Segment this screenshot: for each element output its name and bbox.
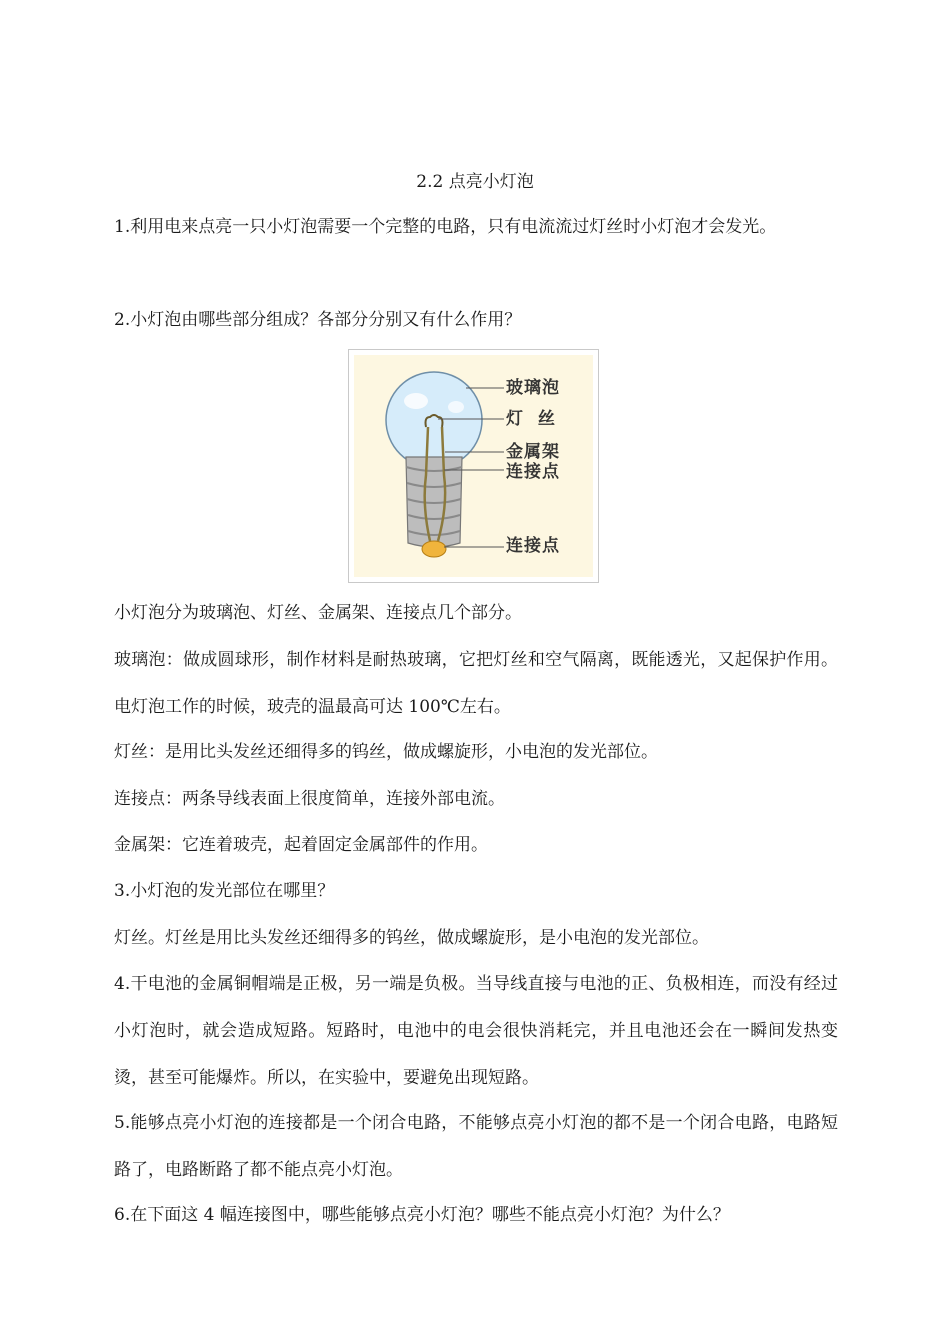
paragraph-12: 6.在下面这 4 幅连接图中，哪些能够点亮小灯泡？哪些不能点亮小灯泡？为什么？ bbox=[114, 1205, 730, 1225]
paragraph-3: 小灯泡分为玻璃泡、灯丝、金属架、连接点几个部分。 bbox=[114, 603, 522, 623]
label-filament: 灯 丝 bbox=[506, 409, 556, 429]
light-bulb-diagram bbox=[348, 349, 599, 583]
label-contact-lower: 连接点 bbox=[506, 536, 560, 556]
label-glass-bulb: 玻璃泡 bbox=[506, 378, 560, 398]
label-contact-upper: 连接点 bbox=[506, 462, 560, 482]
paragraph-5: 灯丝：是用比头发丝还细得多的钨丝，做成螺旋形，小电泡的发光部位。 bbox=[114, 742, 658, 762]
document-title: 2.2 点亮小灯泡 bbox=[416, 172, 534, 192]
paragraph-10: 4.干电池的金属铜帽端是正极，另一端是负极。当导线直接与电池的正、负极相连，而没有经过小灯泡时，就会造成短路。短路时，电池中的电会很快消耗完，并且电池还会在一瞬间发热变烫，甚至可能爆炸。所以，在实验中，要避免出现短路。 bbox=[114, 974, 838, 1088]
label-metal-frame: 金属架 bbox=[506, 442, 560, 462]
diagram-background bbox=[354, 355, 593, 577]
paragraph-6: 连接点：两条导线表面上很度简单，连接外部电流。 bbox=[114, 789, 505, 809]
paragraph-4: 玻璃泡：做成圆球形，制作材料是耐热玻璃，它把灯丝和空气隔离，既能透光，又起保护作用。电灯泡工作的时候，玻壳的温最高可达 100℃左右。 bbox=[114, 650, 838, 717]
paragraph-1: 1.利用电来点亮一只小灯泡需要一个完整的电路，只有电流流过灯丝时小灯泡才会发光。 bbox=[114, 217, 777, 237]
contact-tip-shape bbox=[422, 541, 446, 557]
glass-bulb-shape bbox=[386, 372, 482, 468]
paragraph-8: 3.小灯泡的发光部位在哪里？ bbox=[114, 881, 335, 901]
paragraph-11: 5.能够点亮小灯泡的连接都是一个闭合电路，不能够点亮小灯泡的都不是一个闭合电路，电路短路了，电路断路了都不能点亮小灯泡。 bbox=[114, 1113, 838, 1180]
paragraph-2: 2.小灯泡由哪些部分组成？各部分分别又有什么作用？ bbox=[114, 310, 522, 330]
paragraph-9: 灯丝。灯丝是用比头发丝还细得多的钨丝，做成螺旋形，是小电泡的发光部位。 bbox=[114, 928, 709, 948]
paragraph-7: 金属架：它连着玻壳，起着固定金属部件的作用。 bbox=[114, 835, 488, 855]
